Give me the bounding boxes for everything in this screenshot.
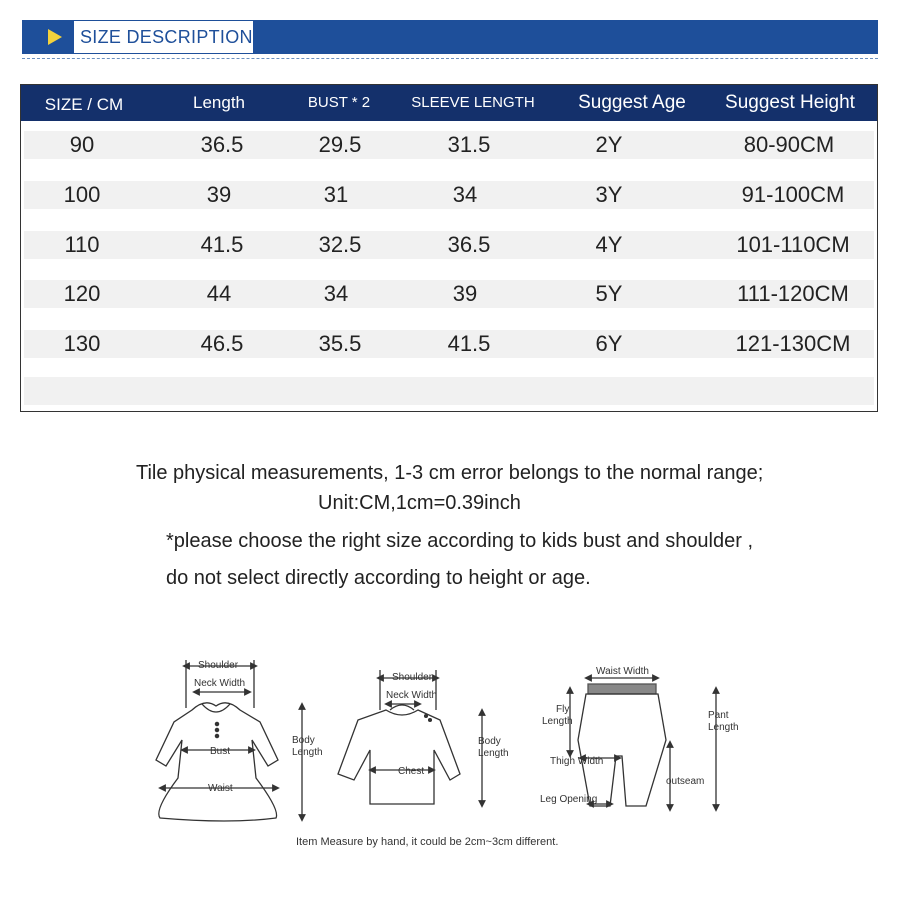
pants-outseam-label: outseam: [666, 776, 705, 787]
cell-bust: 35.5: [318, 331, 362, 356]
cell-height: 91-100CM: [741, 182, 845, 207]
cell-height: 121-130CM: [735, 331, 851, 356]
column-header-suggest-age: Suggest Age: [578, 92, 686, 113]
cell-height: 111-120CM: [737, 281, 849, 306]
pants-waist-width-label: Waist Width: [596, 666, 649, 677]
cell-age: 5Y: [595, 281, 623, 306]
dress-neck-width-label: Neck Width: [194, 678, 246, 689]
table-row: [24, 280, 874, 308]
cell-sleeve: 41.5: [447, 331, 491, 356]
pants-fly-length-label-1: Fly: [556, 704, 570, 715]
column-header-length: Length: [193, 93, 245, 112]
cell-length: 39: [206, 182, 232, 207]
cell-length: 36.5: [200, 132, 244, 157]
pants-length-label-1: Pant: [708, 710, 729, 721]
cell-size: 110: [64, 232, 100, 257]
dress-body-length-label-2: Length: [292, 747, 323, 758]
column-header-sleeve-length: SLEEVE LENGTH: [411, 94, 535, 111]
cell-age: 3Y: [595, 182, 623, 207]
play-arrow-icon: [48, 29, 62, 45]
pants-fly-length-label-2: Length: [542, 716, 573, 727]
cell-length: 41.5: [200, 232, 244, 257]
measurement-diagrams-svg: [130, 648, 770, 868]
diagram-caption: Item Measure by hand, it could be 2cm~3cm different.: [296, 836, 559, 848]
note-tolerance: Tile physical measurements, 1-3 cm error belongs to the normal range;: [136, 462, 764, 484]
cell-bust: 31: [323, 182, 349, 207]
banner-bar: [254, 20, 878, 54]
dress-bust-label: Bust: [210, 746, 231, 757]
divider: [22, 58, 878, 59]
note-unit: Unit:CM,1cm=0.39inch: [318, 492, 521, 514]
cell-sleeve: 36.5: [447, 232, 491, 257]
measurement-diagrams: [130, 648, 770, 868]
shirt-shoulder-label: Shoulder: [392, 672, 433, 683]
table-row: [24, 131, 874, 159]
size-table: [20, 84, 878, 412]
section-title: SIZE DESCRIPTION: [80, 27, 253, 47]
shirt-body-length-label-1: Body: [478, 736, 501, 747]
cell-length: 44: [206, 281, 232, 306]
cell-size: 120: [63, 281, 101, 306]
cell-sleeve: 39: [452, 281, 478, 306]
cell-size: 100: [63, 182, 101, 207]
cell-height: 101-110CM: [736, 232, 850, 257]
dress-shoulder-label: Shoulder: [198, 660, 239, 671]
column-header-bust: BUST * 2: [307, 94, 371, 111]
banner-arrow-box: [22, 20, 74, 54]
cell-size: 130: [63, 331, 101, 356]
shirt-neck-width-label: Neck Width: [386, 690, 438, 701]
cell-bust: 29.5: [318, 132, 362, 157]
cell-length: 46.5: [200, 331, 244, 356]
cell-size: 90: [69, 132, 95, 157]
table-row-empty: [24, 377, 874, 405]
section-banner: [22, 20, 878, 54]
column-header-size: SIZE / CM: [44, 95, 124, 114]
dress-waist-label: Waist: [208, 783, 233, 794]
dress-body-length-label-1: Body: [292, 735, 315, 746]
note-do-not-select: do not select directly according to height or age.: [166, 567, 591, 589]
table-header: [21, 85, 877, 121]
shirt-body-length-label-2: Length: [478, 748, 509, 759]
pants-leg-opening-label: Leg Opening: [540, 794, 598, 805]
cell-sleeve: 31.5: [447, 132, 491, 157]
pants-thigh-width-label: Thigh Width: [550, 756, 604, 767]
cell-height: 80-90CM: [743, 132, 835, 157]
pants-length-label-2: Length: [708, 722, 739, 733]
shirt-chest-label: Chest: [398, 766, 425, 777]
cell-age: 6Y: [595, 331, 623, 356]
cell-bust: 32.5: [318, 232, 362, 257]
cell-bust: 34: [323, 281, 349, 306]
cell-age: 4Y: [595, 232, 623, 257]
column-header-suggest-height: Suggest Height: [725, 92, 855, 113]
note-choose-size: *please choose the right size according to kids bust and shoulder ,: [166, 530, 754, 552]
table-row: [24, 181, 874, 209]
cell-age: 2Y: [595, 132, 623, 157]
table-row: [24, 231, 874, 259]
pants-diagram: [570, 678, 716, 808]
cell-sleeve: 34: [452, 182, 478, 207]
table-row: [24, 330, 874, 358]
